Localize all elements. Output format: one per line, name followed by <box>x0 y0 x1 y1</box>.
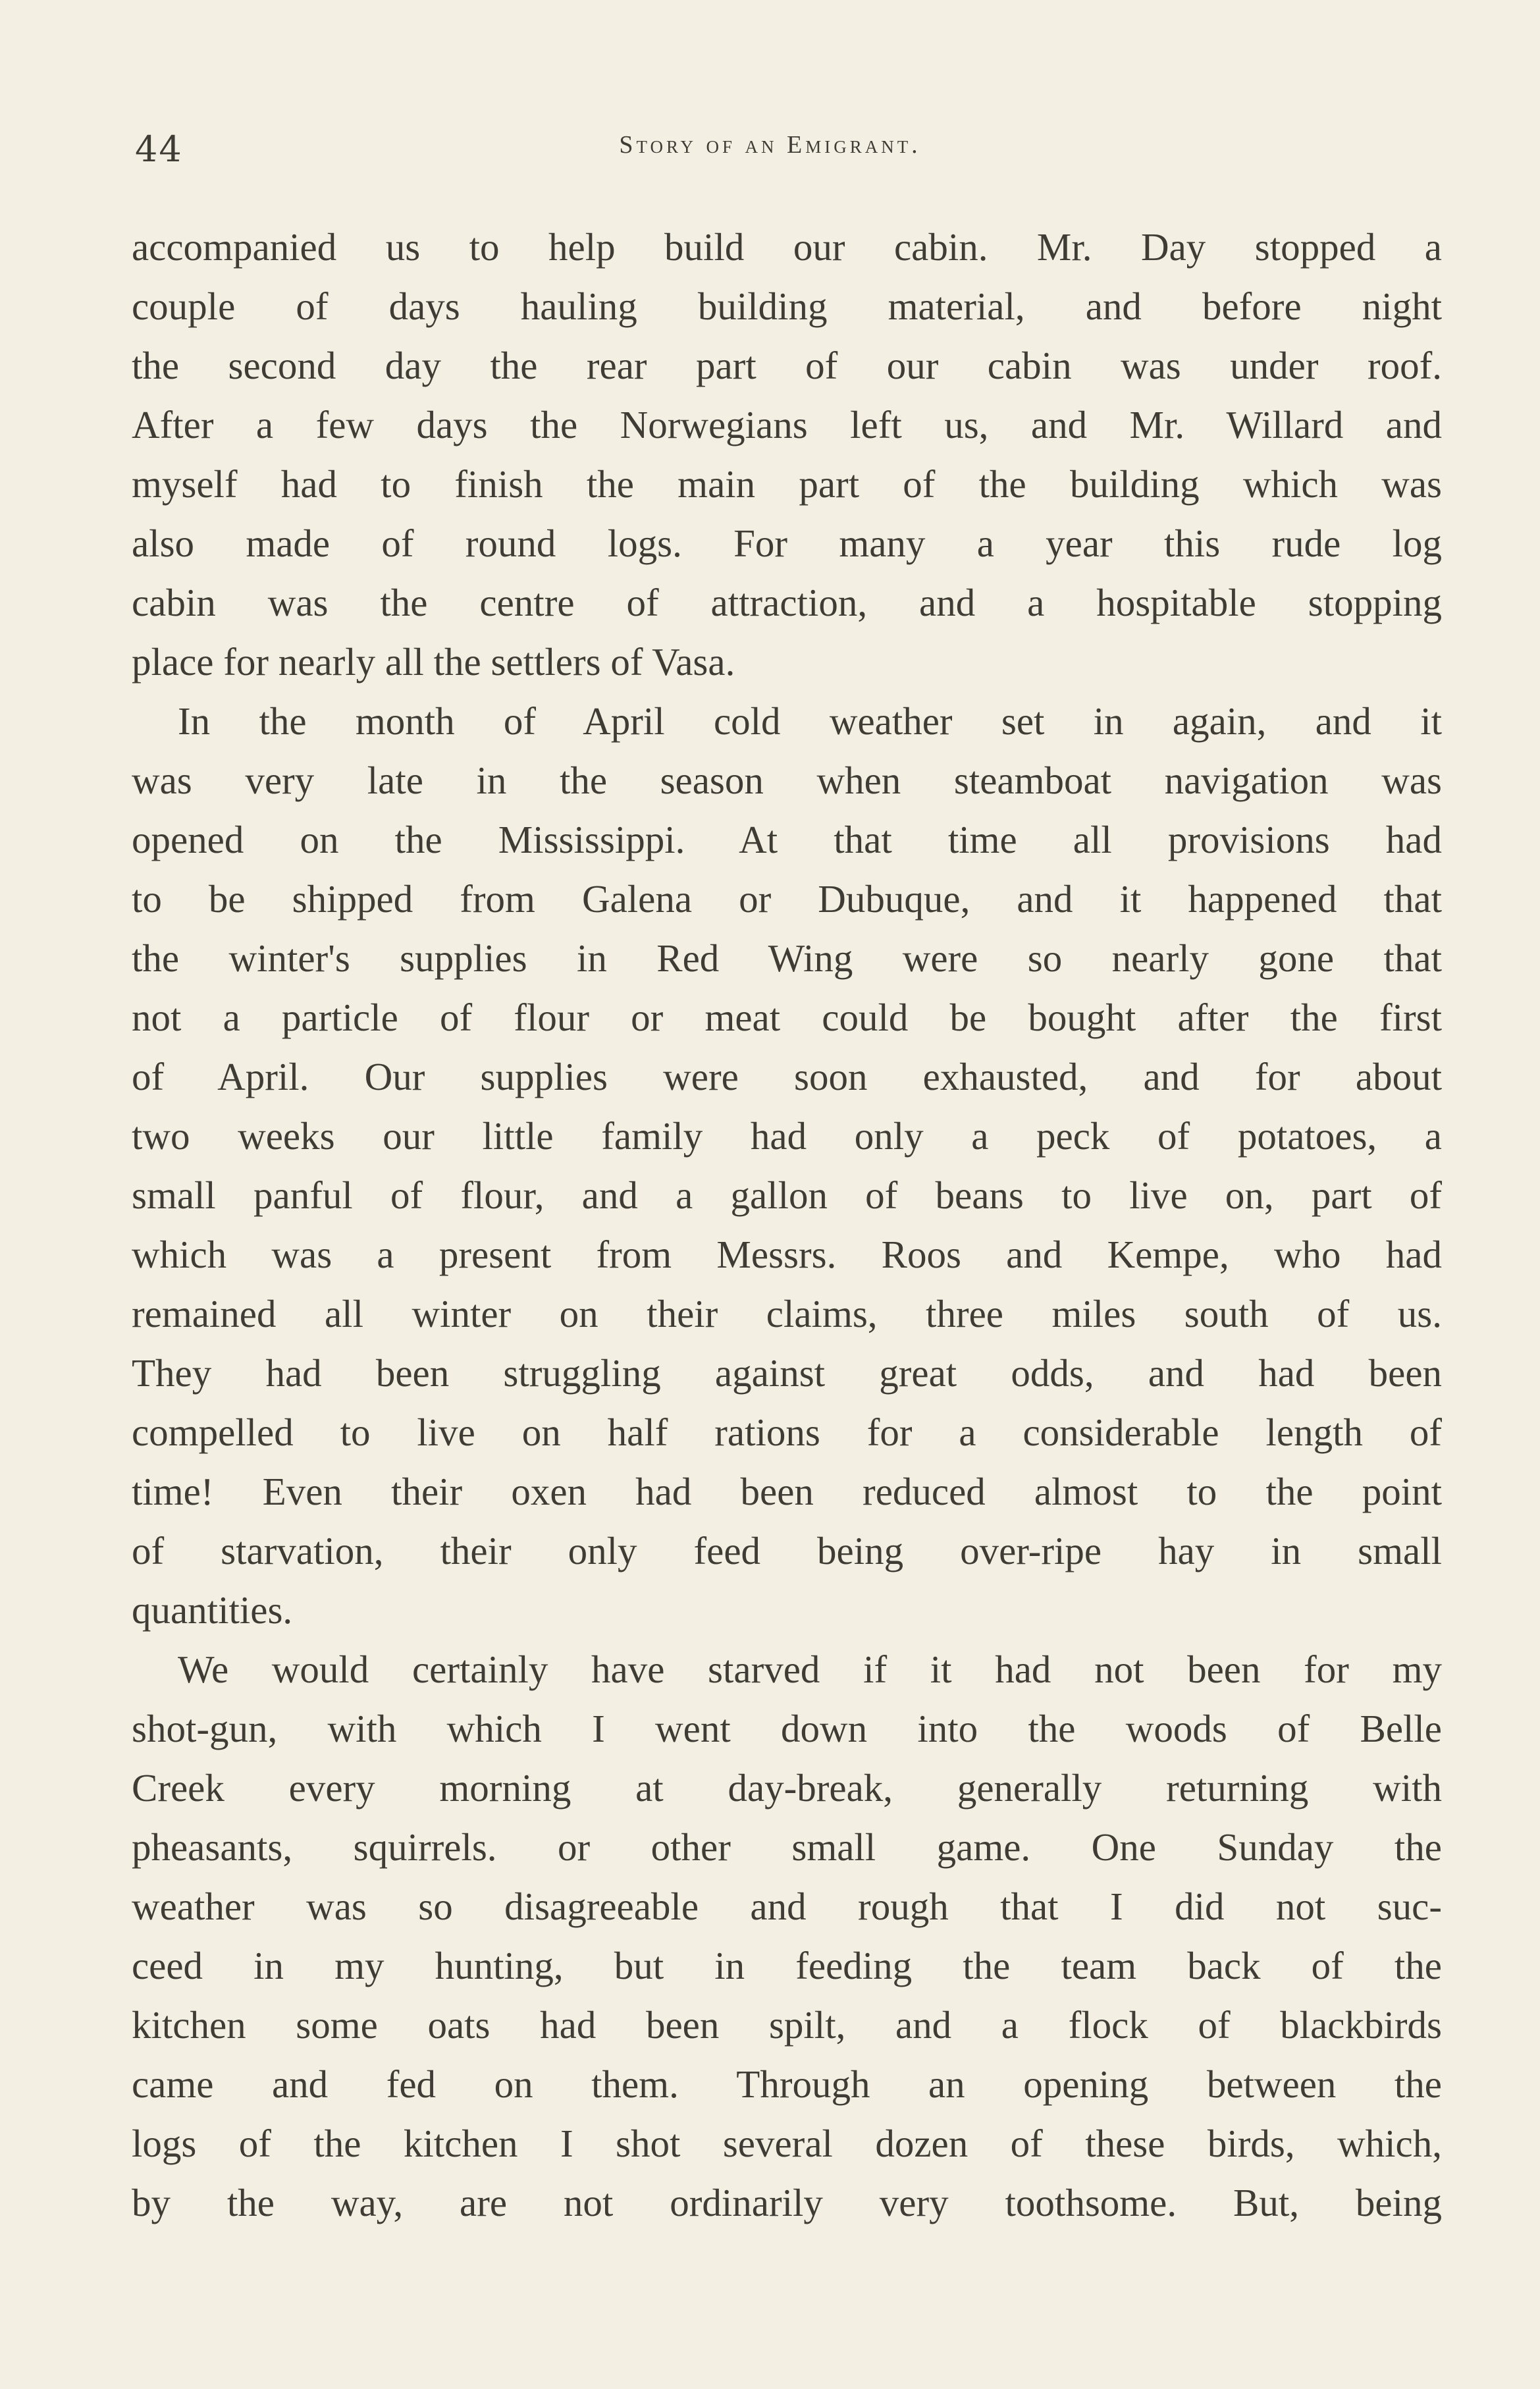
text-line: compelled to live on half rations for a considerable length of <box>132 1410 1442 1454</box>
text-line: ceed in my hunting, but in feeding the team back of the <box>132 1944 1442 1987</box>
text-line: by the way, are not ordinarily very toothsome. But, being <box>132 2181 1442 2224</box>
page-number: 44 <box>135 128 183 170</box>
text-line: After a few days the Norwegians left us, and Mr. Willard and <box>132 403 1442 446</box>
text-line: quantities. <box>132 1588 293 1632</box>
text-line: We would certainly have starved if it had not been for my <box>178 1648 1442 1691</box>
text-line: myself had to finish the main part of the building which was <box>132 462 1442 506</box>
text-line: Creek every morning at day-break, generally returning with <box>132 1766 1442 1810</box>
text-line: to be shipped from Galena or Dubuque, and it happened that <box>132 877 1442 921</box>
text-line: time! Even their oxen had been reduced almost to the point <box>132 1470 1442 1513</box>
text-line: kitchen some oats had been spilt, and a flock of blackbirds <box>132 2003 1442 2047</box>
text-line: weather was so disagreeable and rough that I did not suc- <box>132 1885 1442 1928</box>
text-line: not a particle of flour or meat could be bought after the first <box>132 996 1442 1039</box>
text-line: also made of round logs. For many a year this rude log <box>132 522 1442 565</box>
text-line: In the month of April cold weather set in again, and it <box>178 699 1442 743</box>
text-line: was very late in the season when steamboat navigation was <box>132 759 1442 802</box>
text-line: the winter's supplies in Red Wing were so nearly gone that <box>132 936 1442 980</box>
text-line: shot-gun, with which I went down into the woods of Belle <box>132 1707 1442 1750</box>
text-line: opened on the Mississippi. At that time all provisions had <box>132 818 1442 861</box>
text-line: which was a present from Messrs. Roos and Kempe, who had <box>132 1233 1442 1276</box>
text-line: They had been struggling against great odds, and had been <box>132 1351 1442 1395</box>
text-line: of April. Our supplies were soon exhausted, and for about <box>132 1055 1442 1098</box>
text-line: remained all winter on their claims, three miles south of us. <box>132 1292 1442 1335</box>
text-line: logs of the kitchen I shot several dozen of these birds, which, <box>132 2122 1442 2165</box>
running-head: Story of an Emigrant. <box>619 131 921 159</box>
text-line: place for nearly all the settlers of Vasa. <box>132 640 735 684</box>
text-line: of starvation, their only feed being over-ripe hay in small <box>132 1529 1442 1572</box>
text-line: accompanied us to help build our cabin. Mr. Day stopped a <box>132 225 1442 269</box>
text-line: couple of days hauling building material, and before night <box>132 284 1442 328</box>
text-line: came and fed on them. Through an opening between the <box>132 2062 1442 2106</box>
text-line: two weeks our little family had only a peck of potatoes, a <box>132 1114 1442 1158</box>
text-line: the second day the rear part of our cabin was under roof. <box>132 344 1442 387</box>
text-line: small panful of flour, and a gallon of beans to live on, part of <box>132 1173 1442 1217</box>
body-text <box>132 217 1442 2232</box>
text-line: cabin was the centre of attraction, and a hospitable stopping <box>132 581 1442 624</box>
text-line: pheasants, squirrels. or other small game. One Sunday the <box>132 1825 1442 1869</box>
